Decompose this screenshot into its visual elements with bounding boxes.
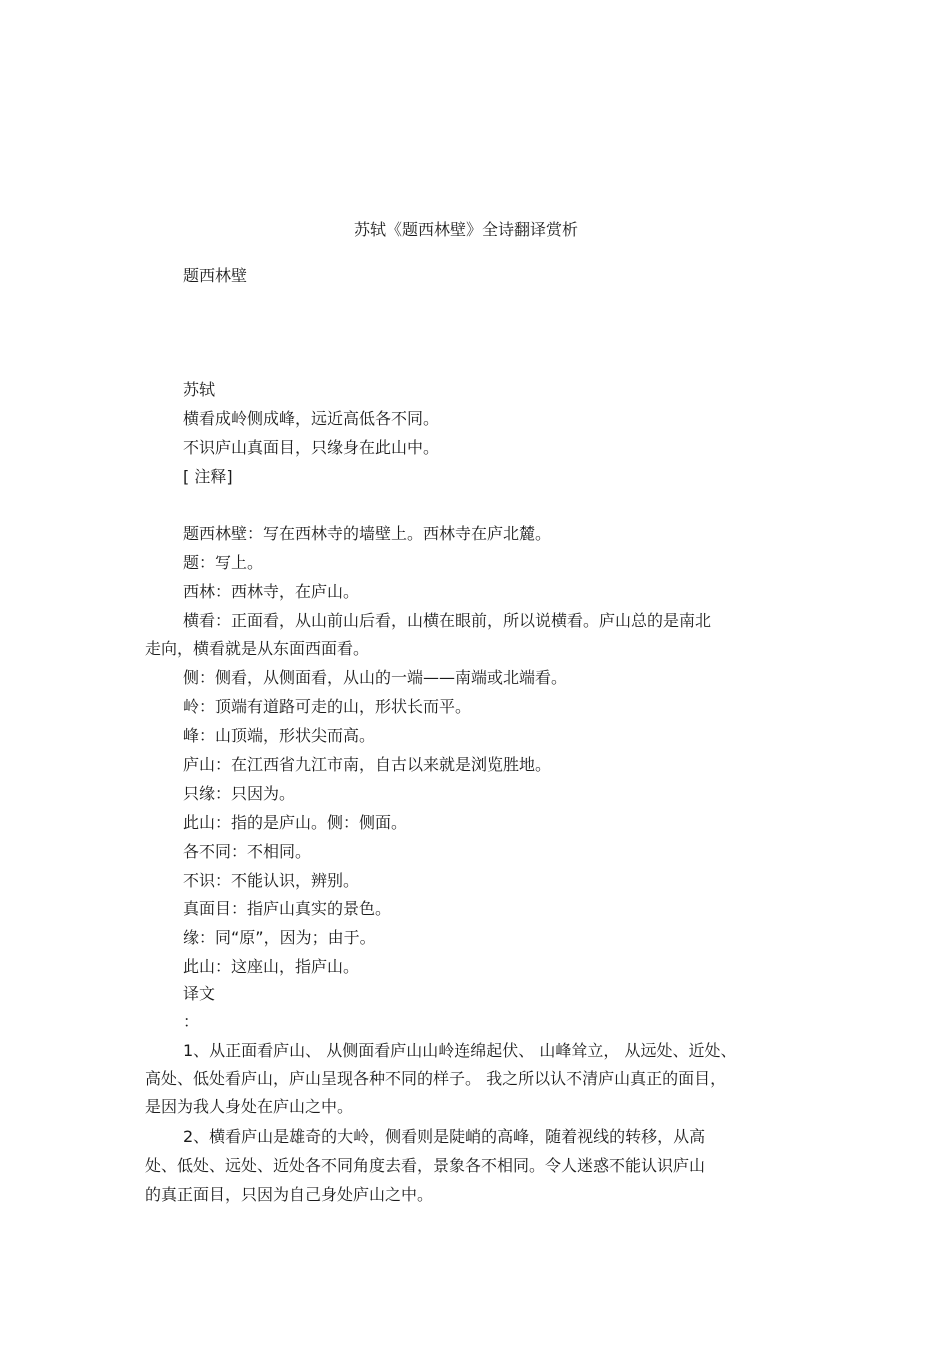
translation-paragraph-line: 高处、低处看庐山，庐山呈现各种不同的样子。 我之所以认不清庐山真正的面目， bbox=[145, 1069, 727, 1088]
poem-author: 苏轼 bbox=[183, 380, 216, 399]
note-line: 题：写上。 bbox=[183, 553, 264, 572]
note-line: 岭：顶端有道路可走的山，形状长而平。 bbox=[183, 697, 472, 716]
poem-line: 横看成岭侧成峰，远近高低各不同。 bbox=[183, 409, 440, 428]
document-title: 苏轼《题西林壁》全诗翻译赏析 bbox=[353, 220, 578, 239]
poem-heading: 题西林壁 bbox=[183, 266, 248, 285]
note-line: 走向，横看就是从东面西面看。 bbox=[145, 639, 370, 658]
poem-line: 不识庐山真面目，只缘身在此山中。 bbox=[183, 438, 440, 457]
note-line: 此山：指的是庐山。侧：侧面。 bbox=[183, 813, 408, 832]
note-line: 横看：正面看，从山前山后看，山横在眼前，所以说横看。庐山总的是南北 bbox=[183, 611, 712, 630]
note-line: 缘：同“原”，因为；由于。 bbox=[183, 928, 376, 947]
notes-heading: [ 注释] bbox=[183, 467, 233, 486]
translation-paragraph-line: 是因为我人身处在庐山之中。 bbox=[145, 1097, 354, 1116]
note-line: 真面目：指庐山真实的景色。 bbox=[183, 899, 392, 918]
note-line: 不识：不能认识，辨别。 bbox=[183, 871, 360, 890]
translation-heading: 译文 bbox=[183, 984, 216, 1003]
note-line: 此山：这座山，指庐山。 bbox=[183, 957, 360, 976]
note-line: 只缘：只因为。 bbox=[183, 784, 296, 803]
translation-paragraph-line: 处、低处、远处、近处各不同角度去看，景象各不相同。令人迷惑不能认识庐山 bbox=[145, 1156, 706, 1175]
translation-colon: ： bbox=[183, 1012, 200, 1031]
note-line: 侧：侧看，从侧面看，从山的一端——南端或北端看。 bbox=[183, 668, 568, 687]
translation-paragraph-line: 1、从正面看庐山、 从侧面看庐山山岭连绵起伏、 山峰耸立， 从远处、近处、 bbox=[183, 1041, 737, 1060]
note-line: 题西林壁：写在西林寺的墙壁上。西林寺在庐北麓。 bbox=[183, 524, 552, 543]
note-line: 各不同：不相同。 bbox=[183, 842, 312, 861]
note-line: 峰：山顶端，形状尖而高。 bbox=[183, 726, 376, 745]
note-line: 西林：西林寺，在庐山。 bbox=[183, 582, 360, 601]
note-line: 庐山：在江西省九江市南，自古以来就是浏览胜地。 bbox=[183, 755, 552, 774]
translation-paragraph-line: 的真正面目，只因为自己身处庐山之中。 bbox=[145, 1185, 434, 1204]
translation-paragraph-line: 2、横看庐山是雄奇的大岭，侧看则是陡峭的高峰，随着视线的转移，从高 bbox=[183, 1127, 706, 1146]
